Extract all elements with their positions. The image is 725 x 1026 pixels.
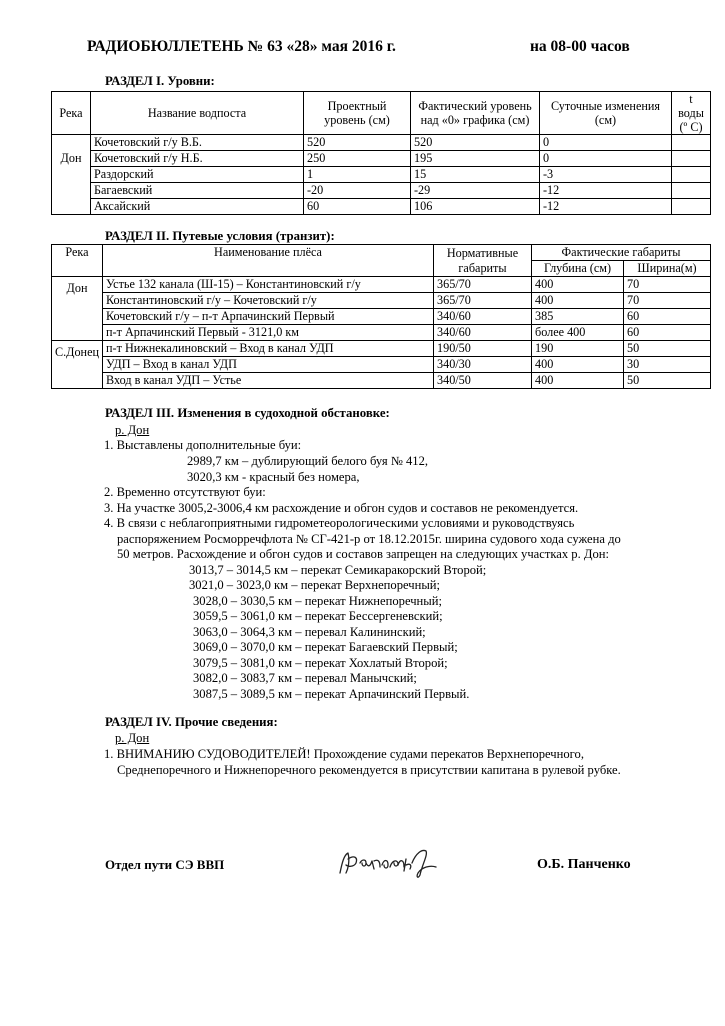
- reach-cell: Устье 132 канала (Ш-15) – Константиновский г/у: [103, 277, 434, 293]
- depth-cell: 400: [532, 293, 624, 309]
- reach-cell: п-т Арпачинский Первый - 3121,0 км: [103, 325, 434, 341]
- width-cell: 70: [624, 293, 711, 309]
- col-norm-dimensions: Нормативные габариты: [434, 245, 532, 277]
- signer-name: О.Б. Панченко: [537, 857, 631, 872]
- bulletin-time: на 08-00 часов: [530, 38, 630, 55]
- norm-cell: 340/30: [434, 357, 532, 373]
- depth-cell: 385: [532, 309, 624, 325]
- reach-cell: Кочетовский г/у – п-т Арпачинский Первый: [103, 309, 434, 325]
- restricted-reach-line: 3063,0 – 3064,3 км – перевал Калининский;: [193, 625, 426, 639]
- transit-table: [51, 244, 711, 389]
- table-row: [52, 293, 711, 309]
- post-cell: Кочетовский г/у Н.Б.: [91, 151, 304, 167]
- table-row: [52, 373, 711, 389]
- restricted-reach-line: 3059,5 – 3061,0 км – перекат Бессергеневский;: [193, 609, 443, 623]
- col-depth: Глубина (см): [532, 261, 624, 277]
- restricted-reach-line: 3087,5 – 3089,5 км – перекат Арпачинский Первый.: [193, 687, 470, 701]
- col-water-temp: t воды (º С): [672, 92, 711, 135]
- section2-heading: РАЗДЕЛ II. Путевые условия (транзит):: [105, 229, 335, 243]
- depth-cell: 400: [532, 357, 624, 373]
- table-row: [52, 151, 711, 167]
- table-row: [52, 341, 711, 357]
- section3-item-4-line: 50 метров. Расхождение и обгон судов и составов запрещен на следующих участках р. Дон:: [117, 547, 610, 561]
- width-cell: 30: [624, 357, 711, 373]
- section1-heading: РАЗДЕЛ I. Уровни:: [105, 74, 215, 88]
- width-cell: 50: [624, 341, 711, 357]
- temp-cell: [672, 135, 711, 151]
- table-row: [52, 199, 711, 215]
- table-row: [52, 183, 711, 199]
- width-cell: 50: [624, 373, 711, 389]
- width-cell: 70: [624, 277, 711, 293]
- river-cell: Дон: [52, 135, 91, 215]
- reach-cell: УДП – Вход в канал УДП: [103, 357, 434, 373]
- design-cell: -20: [304, 183, 411, 199]
- bulletin-title: РАДИОБЮЛЛЕТЕНЬ № 63 «28» мая 2016 г.: [87, 38, 396, 55]
- post-cell: Раздорский: [91, 167, 304, 183]
- river-cell: С.Донец: [52, 341, 103, 389]
- actual-cell: 195: [411, 151, 540, 167]
- reach-cell: Константиновский г/у – Кочетовский г/у: [103, 293, 434, 309]
- col-river: Река: [52, 245, 103, 277]
- table-row: [52, 277, 711, 293]
- temp-cell: [672, 199, 711, 215]
- col-post: Название водпоста: [91, 92, 304, 135]
- buoy-line: 3020,3 км - красный без номера,: [187, 470, 360, 484]
- reach-cell: п-т Нижнекалиновский – Вход в канал УДП: [103, 341, 434, 357]
- section4-line: Среднепоречного и Нижнепоречного рекомендуется в присутствии капитана в рулевой рубке.: [117, 763, 621, 777]
- section3-item-4-line: 4. В связи с неблагоприятными гидрометеорологическими условиями и руководствуясь: [104, 516, 575, 530]
- col-actual-level: Фактический уровень над «0» графика (см): [411, 92, 540, 135]
- restricted-reach-line: 3069,0 – 3070,0 км – перекат Багаевский Первый;: [193, 640, 458, 654]
- section4-line: 1. ВНИМАНИЮ СУДОВОДИТЕЛЕЙ! Прохождение судами перекатов Верхнепоречного,: [104, 747, 584, 761]
- design-cell: 60: [304, 199, 411, 215]
- actual-cell: 15: [411, 167, 540, 183]
- depth-cell: 400: [532, 277, 624, 293]
- col-river: Река: [52, 92, 91, 135]
- depth-cell: 400: [532, 373, 624, 389]
- table-row: [52, 167, 711, 183]
- levels-header-row: [52, 92, 711, 135]
- norm-cell: 340/60: [434, 309, 532, 325]
- table-row: [52, 135, 711, 151]
- temp-cell: [672, 151, 711, 167]
- norm-cell: 190/50: [434, 341, 532, 357]
- levels-table: [51, 91, 711, 215]
- actual-cell: 106: [411, 199, 540, 215]
- restricted-reach-line: 3079,5 – 3081,0 км – перекат Хохлатый Второй;: [193, 656, 448, 670]
- daily-cell: 0: [540, 151, 672, 167]
- restricted-reach-line: 3082,0 – 3083,7 км – перевал Манычский;: [193, 671, 417, 685]
- col-daily-change: Суточные изменения (см): [540, 92, 672, 135]
- department-name: Отдел пути СЭ ВВП: [105, 857, 225, 872]
- design-cell: 520: [304, 135, 411, 151]
- restricted-reach-line: 3028,0 – 3030,5 км – перекат Нижнепоречный;: [193, 594, 442, 608]
- section4-river: р. Дон: [115, 731, 150, 745]
- norm-cell: 365/70: [434, 293, 532, 309]
- design-cell: 250: [304, 151, 411, 167]
- daily-cell: -12: [540, 199, 672, 215]
- actual-cell: 520: [411, 135, 540, 151]
- depth-cell: более 400: [532, 325, 624, 341]
- post-cell: Кочетовский г/у В.Б.: [91, 135, 304, 151]
- section3-river: р. Дон: [115, 423, 150, 437]
- restricted-reach-line: 3013,7 – 3014,5 км – перекат Семикаракорский Второй;: [189, 563, 487, 577]
- table-row: [52, 357, 711, 373]
- section3-item-1: 1. Выставлены дополнительные буи:: [104, 438, 302, 452]
- norm-cell: 340/60: [434, 325, 532, 341]
- table-row: [52, 325, 711, 341]
- col-reach: Наименование плёса: [103, 245, 434, 277]
- river-cell: Дон: [52, 277, 103, 341]
- post-cell: Аксайский: [91, 199, 304, 215]
- col-width: Ширина(м): [624, 261, 711, 277]
- buoy-line: 2989,7 км – дублирующий белого буя № 412,: [187, 454, 429, 468]
- daily-cell: 0: [540, 135, 672, 151]
- reach-cell: Вход в канал УДП – Устье: [103, 373, 434, 389]
- section3-item-2: 2. Временно отсутствуют буи:: [104, 485, 266, 499]
- temp-cell: [672, 183, 711, 199]
- section3-item-3: 3. На участке 3005,2-3006,4 км расхождение и обгон судов и составов не рекомендуется.: [104, 501, 579, 515]
- width-cell: 60: [624, 309, 711, 325]
- daily-cell: -12: [540, 183, 672, 199]
- signature-image: [336, 845, 448, 881]
- norm-cell: 365/70: [434, 277, 532, 293]
- width-cell: 60: [624, 325, 711, 341]
- restricted-reach-line: 3021,0 – 3023,0 км – перекат Верхнепоречный;: [189, 578, 441, 592]
- actual-cell: -29: [411, 183, 540, 199]
- transit-header-row: [52, 245, 711, 261]
- post-cell: Багаевский: [91, 183, 304, 199]
- section3-item-4-line: распоряжением Росморречфлота № СГ-421-р от 18.12.2015г. ширина судового хода сужена до: [117, 532, 621, 546]
- daily-cell: -3: [540, 167, 672, 183]
- table-row: [52, 309, 711, 325]
- design-cell: 1: [304, 167, 411, 183]
- col-design-level: Проектный уровень (см): [304, 92, 411, 135]
- section4-heading: РАЗДЕЛ IV. Прочие сведения:: [105, 715, 278, 729]
- section3-heading: РАЗДЕЛ III. Изменения в судоходной обстановке:: [105, 406, 390, 420]
- norm-cell: 340/50: [434, 373, 532, 389]
- temp-cell: [672, 167, 711, 183]
- depth-cell: 190: [532, 341, 624, 357]
- col-actual-dimensions: Фактические габариты: [532, 245, 711, 261]
